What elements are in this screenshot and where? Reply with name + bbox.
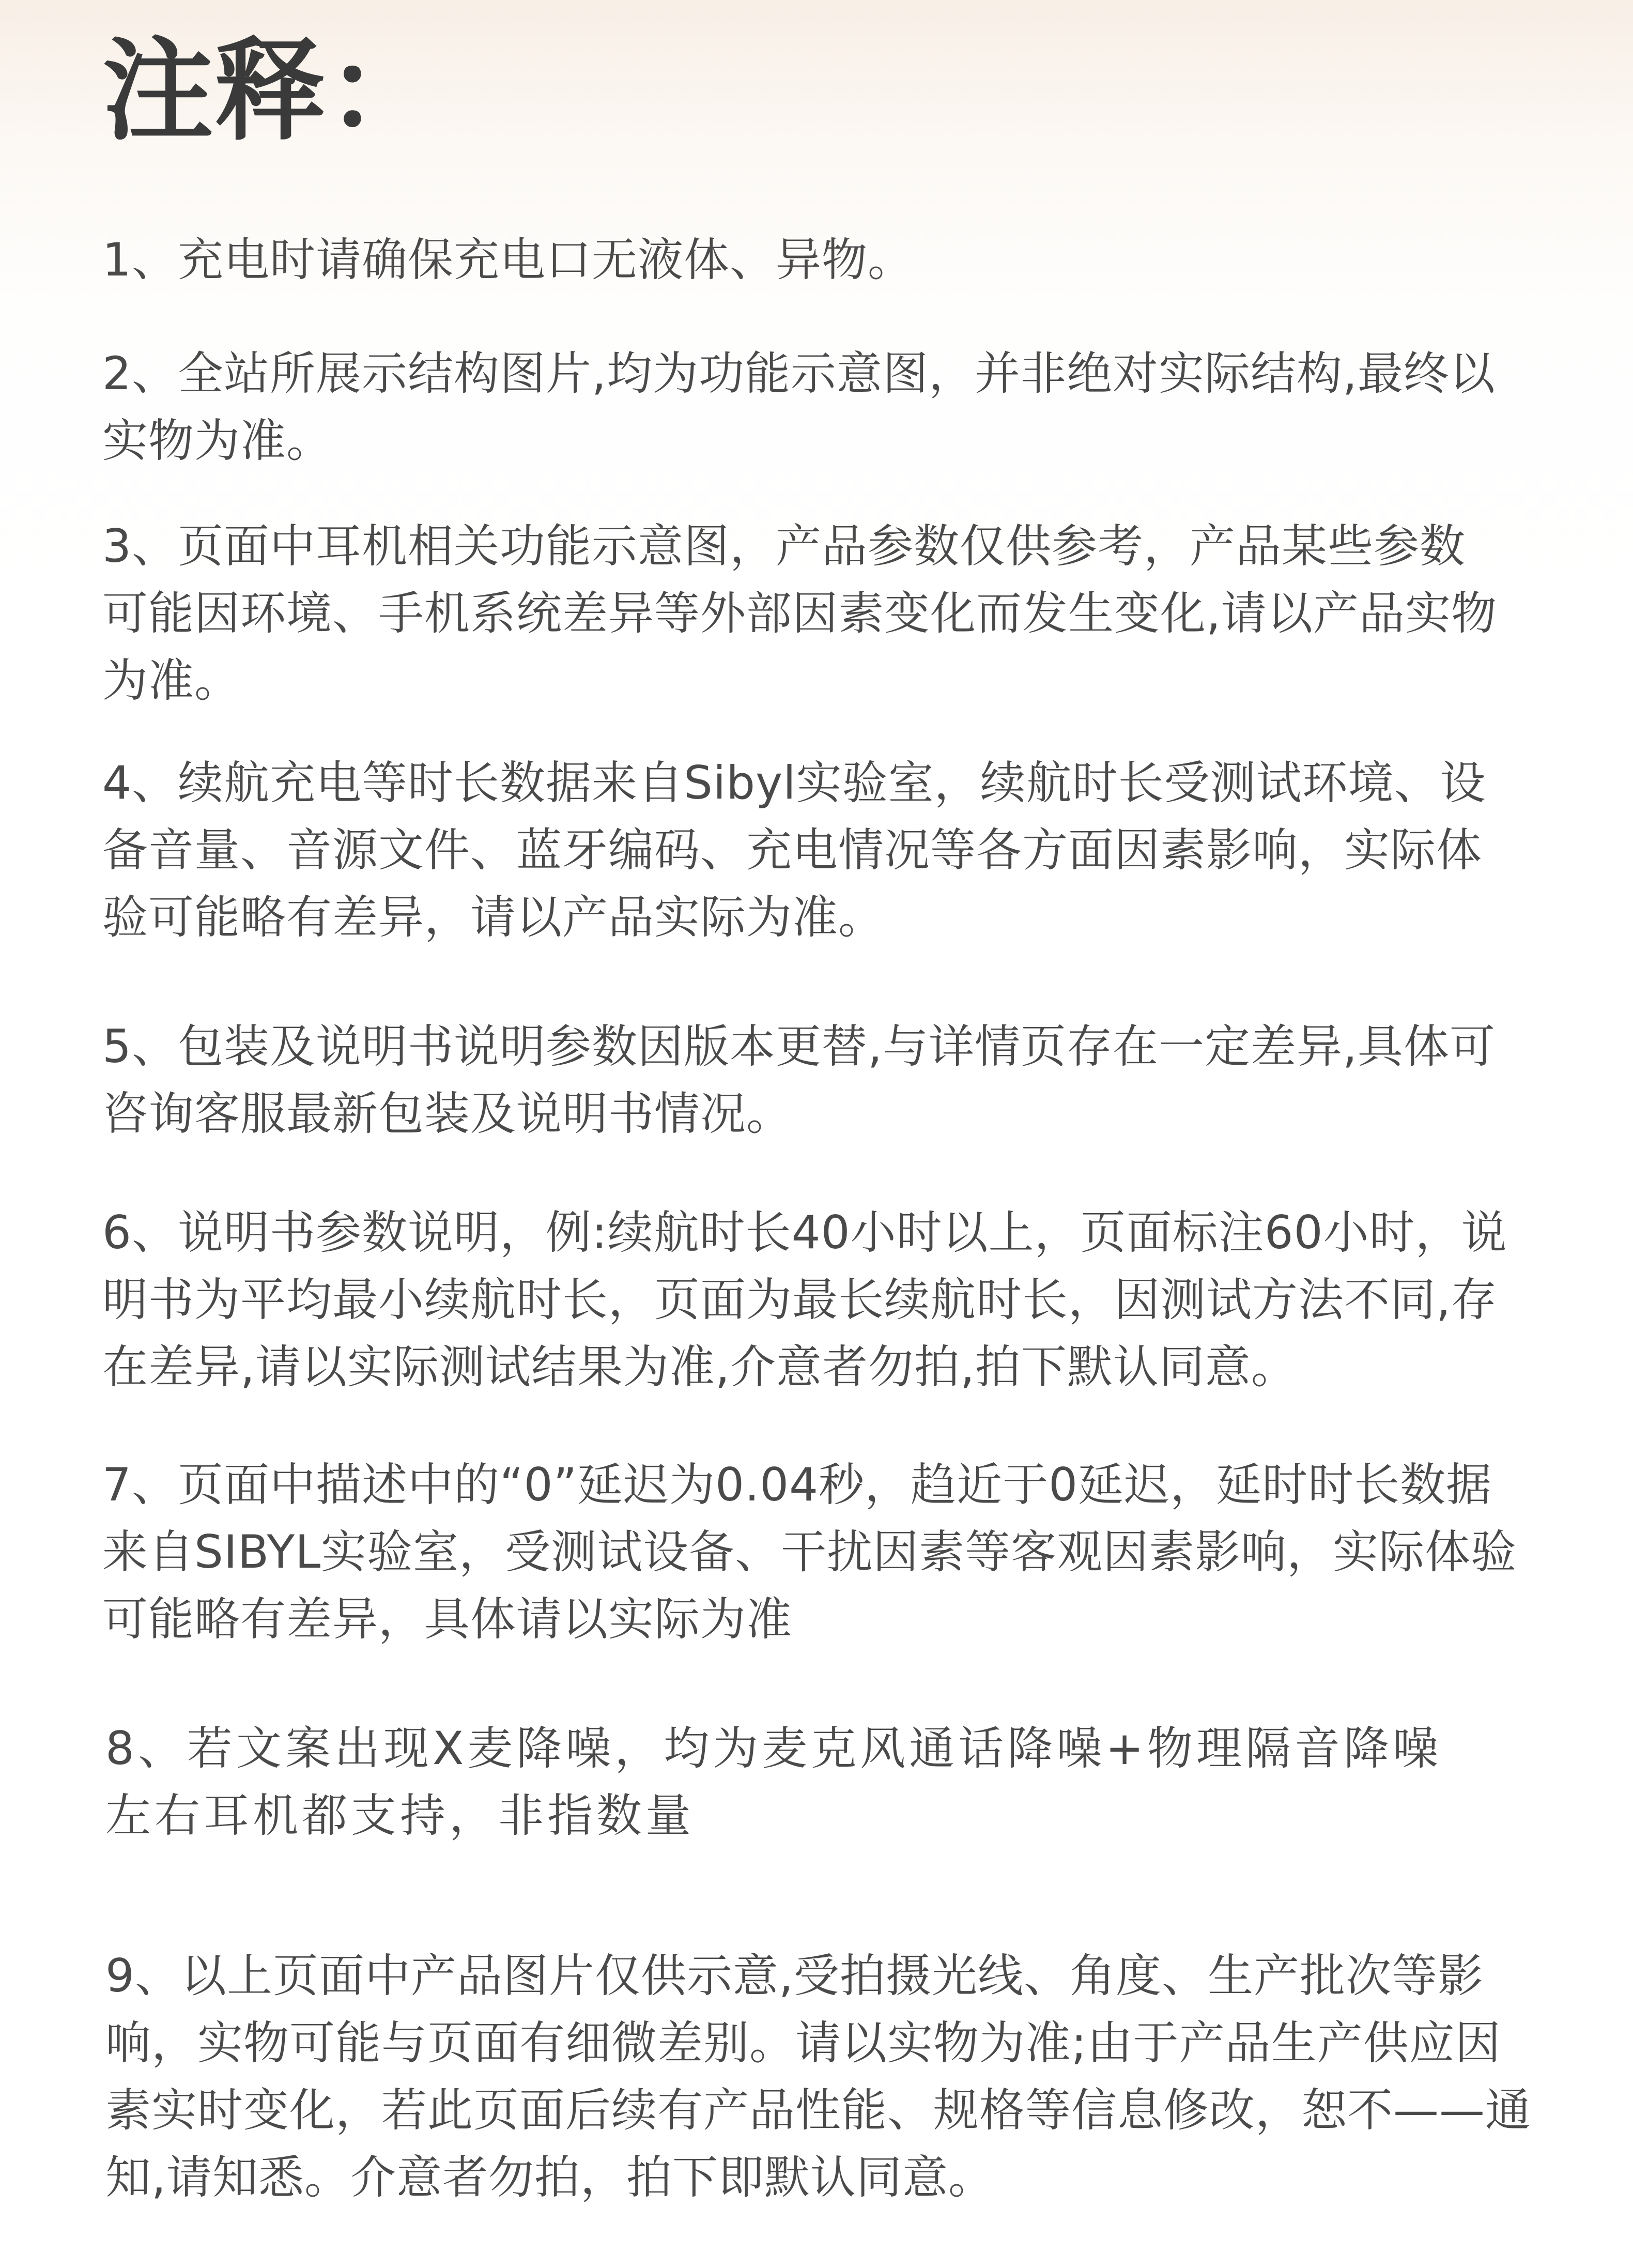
page-title: 注释： [102, 26, 439, 156]
note-item-8: 8、若文案出现X麦降噪，均为麦克风通话降噪+物理隔音降噪 左右耳机都支持，非指数量 [105, 1722, 1442, 1842]
note-item-1: 1、充电时请确保充电口无液体、异物。 [102, 233, 914, 286]
note-item-7: 7、页面中描述中的“0”延迟为0.04秒，趋近于0延迟，延时时长数据 来自SIBYL实验室，受测试设备、干扰因素等客观因素影响，实际体验 可能略有差异，具体请以实际为准 [102, 1458, 1517, 1646]
note-item-3: 3、页面中耳机相关功能示意图，产品参数仅供参考，产品某些参数 可能因环境、手机系统差异等外部因素变化而发生变化,请以产品实物 为准。 [102, 519, 1497, 707]
note-item-2: 2、全站所展示结构图片,均为功能示意图，并非绝对实际结构,最终以 实物为准。 [102, 347, 1496, 467]
note-item-9: 9、以上页面中产品图片仅供示意,受拍摄光线、角度、生产批次等影 响，实物可能与页面有细微差别。请以实物为准;由于产品生产供应因 素实时变化，若此页面后续有产品性能、规格等信息修改，恕不——通 知,请知悉。介意者勿拍，拍下即默认同意。 [105, 1949, 1532, 2204]
note-item-6: 6、说明书参数说明，例:续航时长40小时以上，页面标注60小时，说 明书为平均最小续航时长，页面为最长续航时长，因测试方法不同,存 在差异,请以实际测试结果为准,介意者勿拍,拍下默认同意。 [102, 1206, 1507, 1393]
note-item-4: 4、续航充电等时长数据来自Sibyl实验室，续航时长受测试环境、设 备音量、音源文件、蓝牙编码、充电情况等各方面因素影响，实际体 验可能略有差异，请以产品实际为准。 [102, 756, 1486, 944]
note-item-5: 5、包装及说明书说明参数因版本更替,与详情页存在一定差异,具体可 咨询客服最新包装及说明书情况。 [102, 1020, 1496, 1140]
